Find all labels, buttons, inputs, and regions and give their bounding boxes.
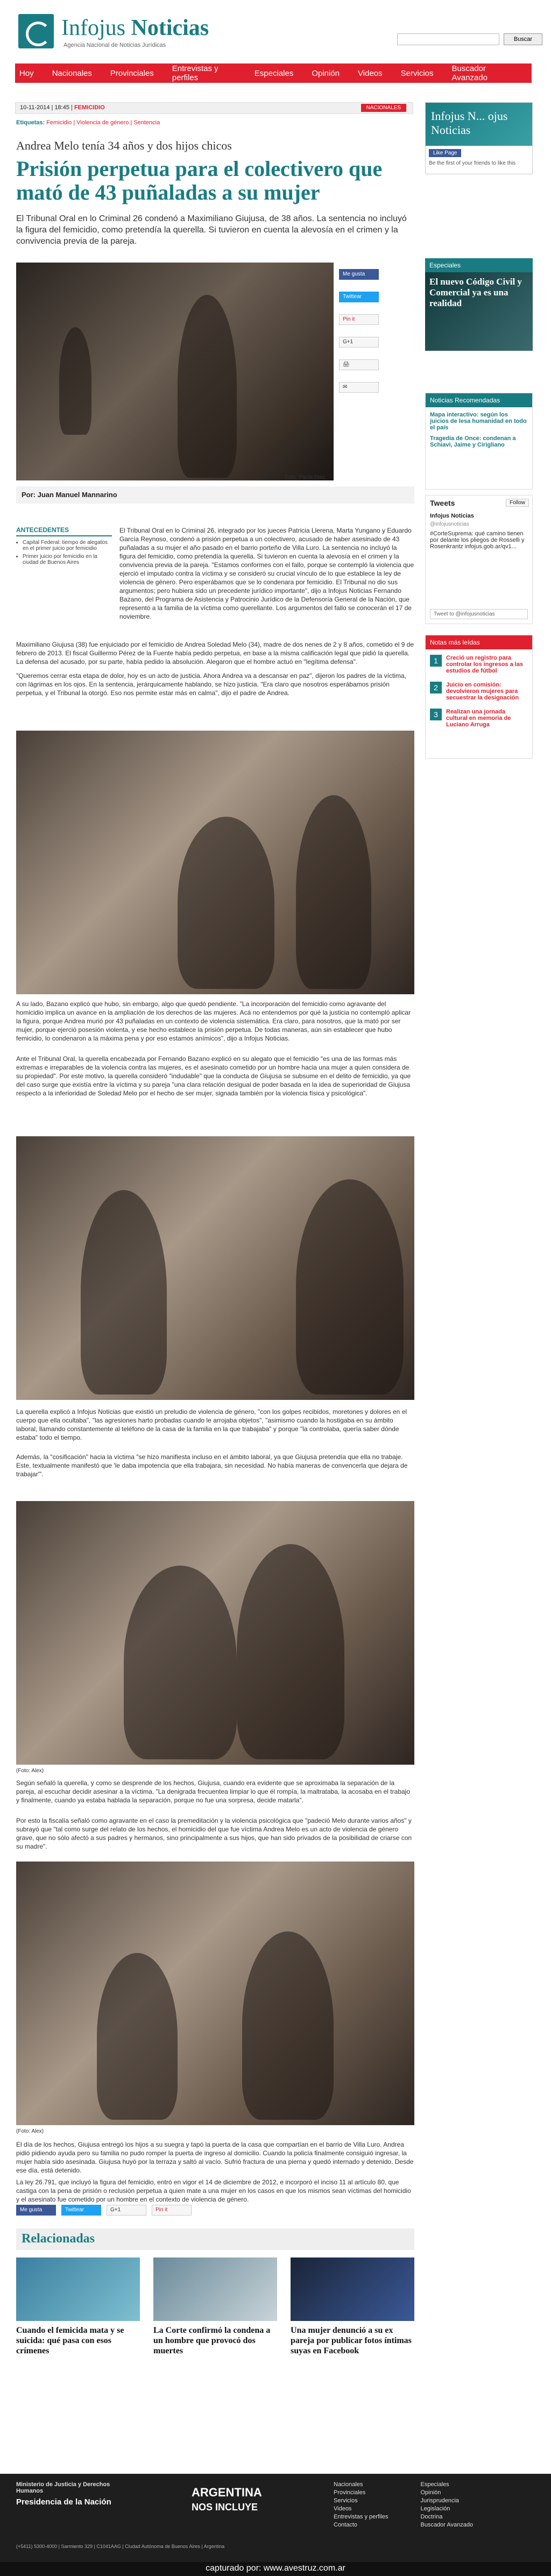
article-section[interactable]: FEMICIDIO xyxy=(74,104,105,111)
footer-nos-incluye: NOS INCLUYE xyxy=(192,2502,258,2513)
footer-link[interactable]: Nacionales xyxy=(334,2481,363,2488)
mas-leidas-header: Notas más leídas xyxy=(426,635,532,649)
fb-note: Be the first of your friends to like this xyxy=(429,160,516,166)
footer-col-2 xyxy=(420,2481,473,2530)
facebook-widget xyxy=(425,102,533,174)
article-tags[interactable]: Etiquetas: Femicidio | Violencia de género | Sentencia xyxy=(16,119,160,126)
article-paragraph: Ante el Tribunal Oral, la querella encabezada por Fernando Bazano explicó en su alegato que el femicidio "es una de las formas más extremas e irreparables de la violencia contra las mujeres, es el asesinato cometido por un hombre hacia una mujer a quien considera de su propiedad". Por este motivo, la querella consideró "indudable" que la conducta de Giujusa se subsume en el delito de femicidio, ya que del caso surge que existía entre la víctima y su pareja "una clara relación desigual de poder basada en la idea de superioridad de Giujusa respecto a la inferioridad de Soledad Melo por el hecho de ser mujer, signada también por la violencia física y psicológica". xyxy=(16,1055,411,1097)
photo-credit: (Foto: Alex) xyxy=(16,1768,44,1774)
photo-credit: (Foto: Alex) xyxy=(16,2128,44,2134)
twitter-widget xyxy=(425,495,533,624)
fb-page-name[interactable]: Infojus N... ojus Noticias xyxy=(426,103,532,146)
related-thumb-1[interactable] xyxy=(16,2257,140,2321)
mas-leida-link[interactable]: Realizan una jornada cultural en memoria de Luciano Arruga xyxy=(446,709,511,728)
footer-link[interactable]: Legislación xyxy=(420,2506,450,2512)
nav-item-entrevistas[interactable]: Entrevistas y perfiles xyxy=(172,64,218,82)
article-photo-street[interactable] xyxy=(16,1862,414,2125)
related-link-1[interactable]: Cuando el femicida mata y se suicida: qué pasa con esos crímenes xyxy=(16,2326,124,2355)
article-paragraph: Por esto la fiscalía señaló como agravante en el caso la premeditación y la violencia psicológica que "padeció Melo durante varios años" y subrayó que "tal como surge del relato de los hechos, el homicidio del que fue víctima Andrea Melo es un acto de violencia de género grave, que no sólo afectó a sus padres y hermanos, sino principalmente a sus hijos, que han sido privados de la posibilidad de criarse con su madre". xyxy=(16,1817,412,1850)
tweet-handle[interactable]: @infojusnoticias xyxy=(430,521,469,527)
footer-address: (+5411) 5300-4000 | Sarmiento 329 | C1041AAG | Ciudad Autónoma de Buenos Aires | Argentina xyxy=(16,2544,225,2549)
nav-item-nacionales[interactable]: Nacionales xyxy=(52,68,92,78)
pinterest-button[interactable]: Pin it xyxy=(339,314,379,325)
bottom-share-bar xyxy=(16,2205,192,2227)
tweet-user[interactable]: Infojus Noticias xyxy=(430,513,474,519)
article-headline: Prisión perpetua para el colectivero que mató de 43 puñaladas a su mujer xyxy=(16,157,383,204)
facebook-like-button[interactable]: Me gusta xyxy=(339,269,379,280)
tweet-to-input[interactable]: Tweet to @infojusnoticias xyxy=(430,609,528,619)
recomendadas-widget xyxy=(425,393,533,490)
recomendadas-header: Noticias Recomendadas xyxy=(426,393,532,407)
especial-link[interactable]: El nuevo Código Civil y Comercial ya es una realidad xyxy=(425,272,533,351)
especiales-widget xyxy=(425,258,533,352)
twitter-share-button[interactable]: Twittear xyxy=(339,292,379,302)
search-button[interactable]: Buscar xyxy=(504,33,542,45)
footer-link[interactable]: Entrevistas y perfiles xyxy=(334,2514,388,2520)
google-plus-button[interactable]: G+1 xyxy=(107,2205,146,2216)
article-date: 10-11-2014 xyxy=(20,104,50,111)
article-time: 18:45 xyxy=(54,104,69,111)
related-thumb-3[interactable] xyxy=(291,2257,414,2321)
article-paragraph: El día de los hechos, Giujusa entregó los hijos a su suegra y tapó la puerta de la casa que compartían en el barrio de Villa Luro. Andrea pidió pidiendo ayuda pero su familia no pudo romper la puerta de ingreso al domicilio. Cuando la policía finalmente consiguió ingresar, la mujer había sido asesinada. Giujusa huyó por la terraza y saltó al vacío. Sufrió fractura de una pierna y quedó internado y detenido. Desde ese día, está detenido. xyxy=(16,2141,414,2174)
footer-link[interactable]: Buscador Avanzado xyxy=(420,2522,474,2528)
site-header xyxy=(15,11,533,62)
fb-like-page-button[interactable]: Like Page xyxy=(429,149,461,157)
footer-link[interactable]: Jurisprudencia xyxy=(420,2497,460,2504)
article-paragraph: Además, la "cosificación" hacia la víctima "se hizo manifiesta incluso en el ámbito laboral, ya que Giujusa pretendía que ella no trabaje. Este, textualmente manifestó que 'le daba impotencia que ella trabajara, sin necesidad. No había maneras de convencerla que dejara de trabajar'". xyxy=(16,1453,408,1478)
antecedente-link[interactable]: • Capital Federal: tiempo de alegatos en el primer juicio por femicidio xyxy=(23,540,112,551)
article-lead: El Tribunal Oral en lo Criminal 26 condenó a Maximiliano Giujusa, de 38 años. La sentencia no incluyó la figura del femicidio, como pretendía la querella. Si tuvieron en cuenta la alevosía en el crimen y la convivencia previa de la pareja. xyxy=(16,214,407,246)
article-paragraph: La ley 26.791, que incluyó la figura del femicidio, entró en vigor el 14 de diciembre de 2012, e incorporó el inciso 11 al artículo 80, que castiga con la pena de prisión o reclusión perpetua a quien mate a una mujer en los casos en que los mismos sean víctimas del homicidio y el asesinato fue cometido por un hombre en el contexto de violencia de género. xyxy=(16,2178,411,2203)
especiales-header: Especiales xyxy=(425,258,533,272)
nav-item-opinion[interactable]: Opinión xyxy=(312,68,340,78)
footer-link[interactable]: Servicios xyxy=(334,2497,358,2504)
facebook-like-button[interactable]: Me gusta xyxy=(16,2205,56,2216)
mas-leida-link[interactable]: Creció un registro para controlar los ingresos a las estudios de fútbol xyxy=(446,655,524,674)
footer-presidency[interactable]: Presidencia de la Nación xyxy=(16,2497,111,2507)
share-column xyxy=(339,269,414,405)
article-kicker: Andrea Melo tenía 34 años y dos hijos chicos xyxy=(16,139,232,152)
antecedente-link[interactable]: • Primer juicio por femicidio en la ciudad de Buenos Aires xyxy=(23,554,112,565)
photo-credit: Foto: Paula Díaz xyxy=(285,475,326,480)
nav-item-especiales[interactable]: Especiales xyxy=(254,68,294,78)
article-paragraph: Maximiliano Giujusa (38) fue enjuiciado por el femicidio de Andrea Soledad Melo (34), madre de dos nenes de 2 y 8 años, cometido el 9 de febrero de 2013. El fiscal Guillermo Pérez de la Fuente había pedido perpetua, en base a la misma calificación legal que pidió la querella. La defensa del acusado, por su parte, había pedido la absolución. Alegaron que el hombre actuó en "legítima defensa". xyxy=(16,641,414,666)
footer-link[interactable]: Opinión xyxy=(420,2489,441,2496)
tweets-header: Tweets xyxy=(430,499,455,507)
nav-item-hoy[interactable]: Hoy xyxy=(19,68,34,78)
nav-item-servicios[interactable]: Servicios xyxy=(400,68,434,78)
antecedentes-box xyxy=(16,526,112,568)
email-icon[interactable]: ✉ xyxy=(339,382,379,393)
capture-watermark: capturado por: www.avestruz.com.ar xyxy=(0,2562,551,2576)
article-main-photo[interactable] xyxy=(16,263,334,480)
article-paragraph: El Tribunal Oral en lo Criminal 26, integrado por los jueces Patricia Llerena, Marta Yungano y Eduardo García Reynoso, condenó a prisión perpetua a un colectivero, acusado de haber asesinado de 43 puñaladas a su mujer el año pasado en el barrio porteño de Villa Luro. La sentencia no incluyó la figura del femicidio, como pretendía la querella. Si tuvieron en cuenta la alevosía en el crimen y la convivencia previa de la pareja. "Estamos conformes con el fallo, porque se contempló la violencia que ejerció el imputado contra la víctima y se consideró su crucial vínculo de lo que establece la ley de violencia de género. Pero esperábamos que se lo condenara por femicidio. El Tribunal no dio sus argumentos; pero hubiera sido un precedente jurídico importante", dijo a Infojus Noticias Fernando Bazano, del Programa de Asistencia y Patrocinio Jurídico de la Defensoría General de la Nación, que representó a la familia de la víctima como querellante. Los argumentos del fallo se conocerán el 17 de noviembre. xyxy=(119,527,414,620)
article-paragraph: "Queremos cerrar esta etapa de dolor, hoy es un acto de justicia. Ahora Andrea va a descansar en paz", dijeron los padres de la víctima, con lágrimas en los ojos. En la sentencia, jerárquicamente hablando, se hizo justicia. "Era claro que nosotros esperábamos prisión perpetua, y el Tribunal la otorgó. Eso nos permite estar más en calma", dijo el padre de Andrea. xyxy=(16,672,406,697)
article-paragraph: A su lado, Bazano explicó que hubo, sin embargo, algo que quedó pendiente. "La incorporación del femicidio como agravante del homicidio implica un avance en la ampliación de los derechos de las mujeres. Acá no entendemos por qué la justicia no contempló aplicar la figura, porque Andrea murió por 43 puñaladas en un contexto de violencia sistemática. Era claro, para nosotros, que la mató por ser mujer, porque ejerció posesión violenta, y ese hecho establece la prisión perpetua. De todas maneras, aún sin establecer que hubo femicidio, lo condenaron a la máxima pena y por eso estamos anímicos", dijo a Infojus Noticias. xyxy=(16,1000,411,1042)
article-meta-bar: 10-11-2014 | 18:45 | FEMICIDIO NACIONALES xyxy=(15,102,413,114)
footer-link[interactable]: Especiales xyxy=(420,2481,449,2488)
article-paragraph: La querella explicó a Infojus Noticias que existió un preludio de violencia de género, "con los golpes recibidos, moretones y dolores en el cuerpo que ella ocultaba", "las agresiones harto probadas cuando le arrojaba objetos", "asimismo cuando la hostigaba en su ámbito laboral, llamando constantemente al teléfono de la casa de la familia en la que trabajaba" y porque "la controlaba, quería saber dónde estaba" todo el tiempo. xyxy=(16,1408,407,1441)
footer-link[interactable]: Videos xyxy=(334,2506,352,2512)
mas-leida-link[interactable]: Juicio en comisión: devolvieron mujeres para secuestrar la designación xyxy=(446,682,519,701)
nav-item-provinciales[interactable]: Provinciales xyxy=(110,68,154,78)
related-link-3[interactable]: Una mujer denunció a su ex pareja por publicar fotos íntimas suyas en Facebook xyxy=(291,2326,412,2355)
article-photo-couple[interactable] xyxy=(16,1501,414,1765)
footer-link[interactable]: Contacto xyxy=(334,2522,358,2528)
footer-link[interactable]: Provinciales xyxy=(334,2489,366,2496)
section-badge[interactable]: NACIONALES xyxy=(361,104,406,112)
antecedentes-title: ANTECEDENTES xyxy=(16,526,112,536)
search-input[interactable] xyxy=(397,33,499,45)
main-nav xyxy=(15,63,532,83)
tweet-text: #CorteSuprema: qué camino tienen por delante los pliegos de Rosselli y Rosenkrantz infojus.gob.ar/qv1... xyxy=(430,530,525,550)
footer-link[interactable]: Doctrina xyxy=(420,2514,443,2520)
twitter-follow-button[interactable]: Follow xyxy=(506,499,529,507)
related-title: Relacionadas xyxy=(22,2232,95,2246)
footer-ministry[interactable]: Ministerio de Justicia y Derechos Humanos xyxy=(16,2481,110,2494)
article-paragraph: Según señaló la querella, y como se desprende de los hechos, Giujusa, cuando era evidente que se aproximaba la separación de la pareja, al escuchar decidir asesinar a la víctima. "La denigrada frecuentea limpiar lo que él rompía, la maltrataba, la acosaba en el trabajo y finalmente, cuando ya estaba hablada la separación, porque no fue una sorpresa, decide matarla". xyxy=(16,1779,410,1804)
infojus-logo-icon[interactable] xyxy=(18,14,54,48)
footer-argentina: ARGENTINA xyxy=(192,2486,262,2499)
related-header xyxy=(16,2228,414,2250)
footer-col-1 xyxy=(334,2481,388,2530)
google-plus-button[interactable]: G+1 xyxy=(339,337,379,348)
article-photo-family[interactable] xyxy=(16,731,414,994)
article-author: Por: Juan Manuel Mannarino xyxy=(16,486,414,504)
related-thumb-2[interactable] xyxy=(153,2257,277,2321)
article-photo-embrace[interactable] xyxy=(16,1136,414,1400)
site-subtitle: Agencia Nacional de Noticias Jurídicas xyxy=(63,42,166,48)
pinterest-button[interactable]: Pin it xyxy=(152,2205,192,2216)
nav-item-buscador[interactable]: Buscador Avanzado xyxy=(451,64,488,82)
twitter-share-button[interactable]: Twittear xyxy=(61,2205,101,2216)
site-title[interactable]: Infojus Noticias xyxy=(61,16,209,40)
nav-item-videos[interactable]: Videos xyxy=(358,68,383,78)
print-icon[interactable]: 🖨 xyxy=(339,359,379,370)
recomendada-link[interactable]: Mapa interactivo: según los juicios de lesa humanidad en todo el país xyxy=(430,412,527,431)
site-footer xyxy=(0,2474,551,2562)
recomendada-link[interactable]: Tragedia de Once: condenan a Schiavi, Jaime y Cirigliano xyxy=(430,435,516,448)
mas-leidas-widget: Notas más leídas 1 Creció un registro para controlar los ingresos a las estudios de fútbol 2 Juicio en comisión: devolvieron mujeres para secuestrar la designación 3 Realizan una jornada cultural en memoria de Luciano Arruga xyxy=(425,635,533,759)
related-link-2[interactable]: La Corte confirmó la condena a un hombre que provocó dos muertes xyxy=(153,2326,271,2355)
